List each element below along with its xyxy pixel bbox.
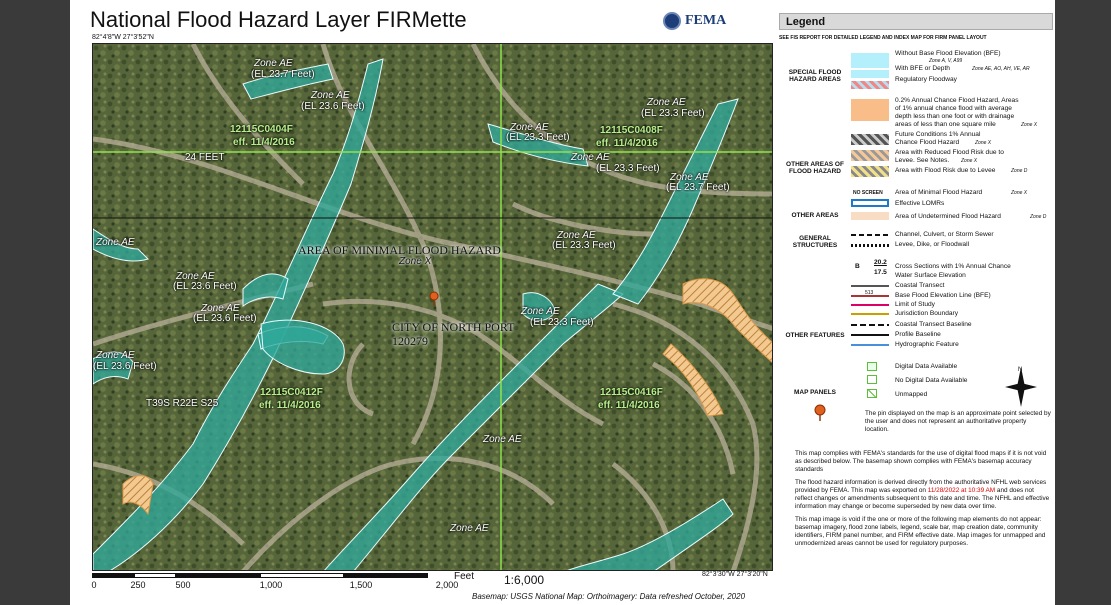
swatch-undetermined bbox=[851, 212, 889, 220]
legend-profile: Profile Baseline bbox=[895, 331, 941, 338]
legend-lomr: Effective LOMRs bbox=[895, 200, 945, 207]
legend-02-annual: areas of less than one square mile bbox=[895, 121, 996, 128]
map-pin-icon bbox=[813, 404, 827, 422]
panel-eff-0408f: eff. 11/4/2016 bbox=[596, 138, 658, 149]
legend-reduced: Levee. See Notes. bbox=[895, 157, 950, 164]
legend-levee-risk: Area with Flood Risk due to Levee bbox=[895, 167, 996, 174]
group-other-areas: OTHER AREAS bbox=[791, 212, 839, 219]
panel-eff-0416f: eff. 11/4/2016 bbox=[598, 400, 660, 411]
swatch-levee-risk bbox=[851, 166, 889, 177]
legend-coastal-transect: Coastal Transect bbox=[895, 282, 945, 289]
legend-xs-num: 17.5 bbox=[874, 269, 887, 276]
label-elevation: (EL 23.6 Feet) bbox=[301, 101, 365, 112]
swatch-profile bbox=[851, 334, 889, 336]
label-elevation: (EL 23.3 Feet) bbox=[641, 108, 705, 119]
group-map-panels: MAP PANELS bbox=[793, 389, 836, 396]
legend-panel bbox=[779, 13, 1053, 605]
legend-with-bfe-zone: Zone AE, AO, AH, VE, AR bbox=[972, 66, 1030, 72]
scale-ratio: 1:6,000 bbox=[504, 573, 545, 587]
swatch-limit-study bbox=[851, 304, 889, 306]
legend-future: Chance Flood Hazard bbox=[895, 139, 960, 146]
svg-text:N: N bbox=[1018, 367, 1023, 373]
legend-channel: Channel, Culvert, or Storm Sewer bbox=[895, 231, 994, 238]
fema-logo bbox=[663, 12, 726, 30]
label-zone-ae: Zone AE bbox=[670, 172, 709, 183]
basemap-credit: Basemap: USGS National Map: Orthoimagery: Data refreshed October, 2020 bbox=[472, 592, 746, 601]
legend-with-bfe: With BFE or Depth bbox=[895, 65, 950, 72]
legend-no-screen: NO SCREEN bbox=[853, 190, 883, 196]
label-zone-ae: Zone AE bbox=[647, 97, 686, 108]
scale-tick: 1,500 bbox=[349, 580, 373, 590]
label-elevation: (EL 23.6 Feet) bbox=[93, 361, 157, 372]
legend-02-annual-zone: Zone X bbox=[1021, 122, 1038, 128]
swatch-reduced bbox=[851, 150, 889, 161]
export-date: 11/28/2022 at 10:39 AM bbox=[927, 487, 996, 494]
panel-eff-0404f: eff. 11/4/2016 bbox=[233, 137, 295, 148]
legend-minimal-zone: Zone X bbox=[1011, 190, 1028, 196]
legend-reduced-zone: Zone X bbox=[961, 158, 978, 164]
firmette-sheet bbox=[70, 0, 1055, 605]
legend-reduced: Area with Reduced Flood Risk due to bbox=[895, 149, 1004, 156]
legend-undetermined: Area of Undetermined Flood Hazard bbox=[895, 213, 1001, 220]
swatch-floodway bbox=[851, 81, 889, 89]
label-zone-ae: Zone AE bbox=[571, 152, 610, 163]
legend-02-annual: of 1% annual chance flood with average bbox=[895, 105, 1012, 112]
swatch-no-digital bbox=[867, 375, 877, 384]
swatch-jurisdiction bbox=[851, 313, 889, 315]
label-elevation: (EL 23.3 Feet) bbox=[530, 317, 594, 328]
swatch-future bbox=[851, 134, 889, 145]
label-zone-ae: Zone AE bbox=[254, 58, 293, 69]
pin-note: The pin displayed on the map is an approximate point selected by the user and does not represent an authoritative property location. bbox=[865, 410, 1051, 433]
label-city: CITY OF NORTH PORT bbox=[392, 320, 515, 334]
scale-tick: 500 bbox=[175, 580, 191, 590]
swatch-no-bfe bbox=[851, 53, 889, 68]
panel-label-0412f: 12115C0412F bbox=[260, 387, 323, 398]
legend-bfe-num: 513 bbox=[865, 290, 874, 296]
label-elevation: (EL 23.7 Feet) bbox=[666, 182, 730, 193]
note-compliance: This map complies with FEMA's standards for the use of digital flood maps if it is not void as described below. The basemap shown complies with FEMA's basemap accuracy standards bbox=[795, 450, 1047, 473]
scale-bar bbox=[92, 573, 773, 605]
scale-tick: 250 bbox=[130, 580, 146, 590]
label-24-feet: 24 FEET bbox=[185, 152, 225, 163]
label-elevation: (EL 23.7 Feet) bbox=[251, 69, 315, 80]
label-elevation: (EL 23.6 Feet) bbox=[173, 281, 237, 292]
label-zone-ae: Zone AE bbox=[521, 306, 560, 317]
map-canvas[interactable] bbox=[93, 44, 773, 571]
panel-label-0416f: 12115C0416F bbox=[600, 387, 663, 398]
legend-digital: Digital Data Available bbox=[895, 363, 958, 370]
legend-undetermined-zone: Zone D bbox=[1030, 214, 1047, 220]
scale-tick: 1,000 bbox=[259, 580, 283, 590]
group-general-structures: GENERAL STRUCTURES bbox=[792, 235, 838, 249]
label-zone-ae: Zone AE bbox=[96, 350, 135, 361]
coord-top-left: 82°4'8"W 27°3'52"N bbox=[92, 34, 154, 41]
legend-no-bfe: Without Base Flood Elevation (BFE) bbox=[895, 50, 1001, 57]
legend-no-digital: No Digital Data Available bbox=[895, 377, 968, 384]
swatch-unmapped bbox=[867, 389, 877, 398]
legend-levee: Levee, Dike, or Floodwall bbox=[895, 241, 970, 248]
label-minimal-flood-hazard: AREA OF MINIMAL FLOOD HAZARD bbox=[298, 243, 501, 257]
map-frame[interactable] bbox=[92, 43, 773, 571]
swatch-channel bbox=[851, 234, 889, 236]
swatch-02-annual bbox=[851, 99, 889, 121]
label-community-id: 120279 bbox=[392, 334, 428, 348]
legend-no-bfe-zone: Zone A, V, A99 bbox=[929, 58, 963, 64]
scale-tick: 0 bbox=[91, 580, 97, 590]
group-other-flood: OTHER AREAS OF FLOOD HAZARD bbox=[786, 161, 844, 175]
legend-xs-letter: B bbox=[855, 263, 860, 270]
legend-header: Legend bbox=[779, 13, 1053, 30]
label-zone-ae: Zone AE bbox=[201, 303, 240, 314]
label-zone-ae: Zone AE bbox=[176, 271, 215, 282]
north-arrow-icon bbox=[1003, 365, 1039, 409]
note-void: This map image is void if the one or more of the following map elements do not appear: basemap imagery, flood zone labels, legend, scale bar, map creation date, community identifiers, FIRM panel number, and FIRM effective date. Map images for unmapped and unmodernized areas cannot be used for regulatory purposes. bbox=[795, 516, 1046, 547]
label-zone-ae: Zone AE bbox=[96, 237, 135, 248]
label-elevation: (EL 23.3 Feet) bbox=[552, 240, 616, 251]
scale-unit: Feet bbox=[454, 571, 475, 582]
legend-minimal: Area of Minimal Flood Hazard bbox=[895, 189, 983, 196]
group-other-features: OTHER FEATURES bbox=[785, 332, 845, 339]
swatch-lomr bbox=[851, 199, 889, 207]
page-title: National Flood Hazard Layer FIRMette bbox=[90, 7, 467, 32]
swatch-levee bbox=[851, 244, 889, 247]
label-elevation: (EL 23.6 Feet) bbox=[193, 313, 257, 324]
legend-limit-study: Limit of Study bbox=[895, 301, 935, 308]
legend-wse: Water Surface Elevation bbox=[895, 272, 966, 279]
legend-future: Future Conditions 1% Annual bbox=[895, 131, 981, 138]
panel-label-0404f: 12115C0404F bbox=[230, 124, 293, 135]
dhs-seal-icon bbox=[663, 12, 681, 30]
group-special-flood: SPECIAL FLOOD HAZARD AREAS bbox=[788, 69, 842, 83]
label-zone-ae: Zone AE bbox=[311, 90, 350, 101]
label-township: T39S R22E S25 bbox=[146, 398, 219, 409]
panel-label-0408f: 12115C0408F bbox=[600, 125, 663, 136]
legend-hydro: Hydrographic Feature bbox=[895, 341, 959, 348]
legend-coastal-baseline: Coastal Transect Baseline bbox=[895, 321, 972, 328]
label-elevation: (EL 23.3 Feet) bbox=[506, 132, 570, 143]
legend-xs-num: 20.2 bbox=[874, 259, 887, 266]
legend-jurisdiction: Jurisdiction Boundary bbox=[895, 310, 959, 317]
scale-tick: 2,000 bbox=[435, 580, 459, 590]
swatch-with-bfe bbox=[851, 70, 889, 78]
legend-floodway: Regulatory Floodway bbox=[895, 76, 957, 83]
swatch-coastal-transect bbox=[851, 285, 889, 287]
legend-bfe-line: Base Flood Elevation Line (BFE) bbox=[895, 292, 991, 299]
fema-wordmark: FEMA bbox=[685, 13, 727, 28]
coord-bottom-right: 82°3'30"W 27°3'20"N bbox=[702, 571, 768, 578]
legend-02-annual: 0.2% Annual Chance Flood Hazard, Areas bbox=[895, 97, 1019, 104]
legend-cross-sections: Cross Sections with 1% Annual Chance bbox=[895, 263, 1011, 270]
swatch-coastal-baseline bbox=[851, 324, 889, 326]
legend-02-annual: depth less than one foot or with drainage bbox=[895, 113, 1015, 120]
label-zone-ae: Zone AE bbox=[483, 434, 522, 445]
label-zone-x: Zone X bbox=[399, 256, 432, 267]
legend-levee-zone: Zone D bbox=[1011, 168, 1028, 174]
panel-eff-0412f: eff. 11/4/2016 bbox=[259, 400, 321, 411]
swatch-digital bbox=[867, 362, 877, 371]
swatch-hydro bbox=[851, 344, 889, 346]
disclaimer-notes bbox=[795, 450, 1050, 553]
label-zone-ae: Zone AE bbox=[557, 230, 596, 241]
legend-note: SEE FIS REPORT FOR DETAILED LEGEND AND INDEX MAP FOR FIRM PANEL LAYOUT bbox=[779, 35, 987, 41]
label-zone-ae: Zone AE bbox=[510, 122, 549, 133]
label-elevation: (EL 23.3 Feet) bbox=[596, 163, 660, 174]
legend-unmapped: Unmapped bbox=[895, 391, 928, 398]
legend-future-zone: Zone X bbox=[975, 140, 992, 146]
note-export: The flood hazard information is derived directly from the authoritative NFHL web services provided by FEMA. This map was exported on 11/28/2022 at 10:39 AM and does not reflect changes or amendments subsequent to this date and time. The NFHL and effective information may change or become superseded by new data over time. bbox=[795, 479, 1050, 510]
label-zone-ae: Zone AE bbox=[450, 523, 489, 534]
